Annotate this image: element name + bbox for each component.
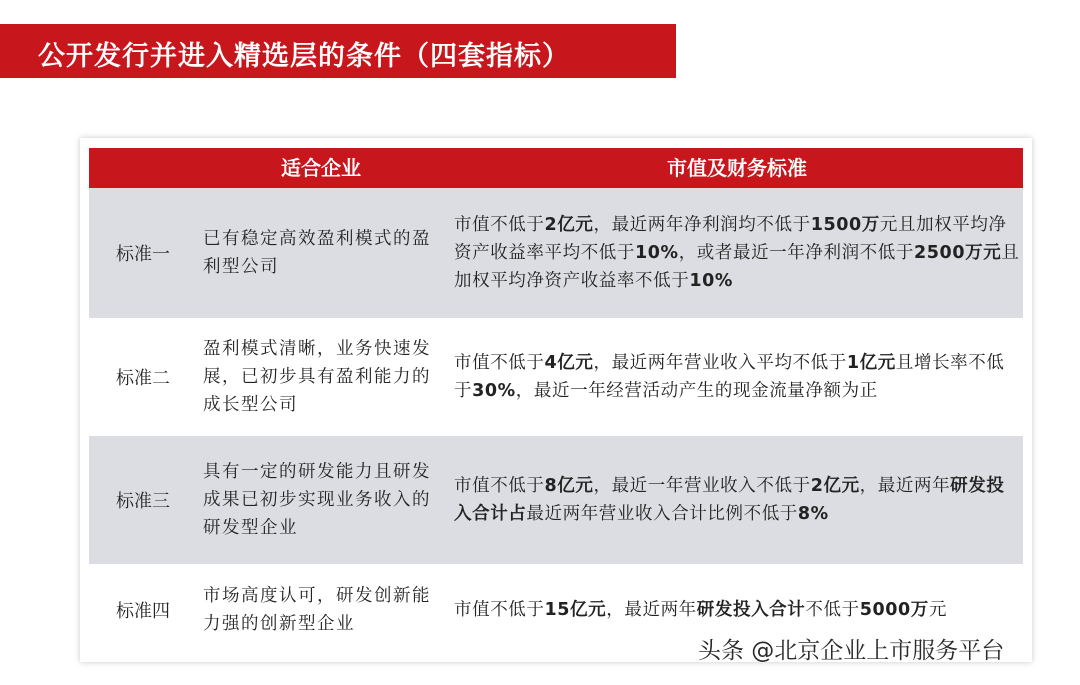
page-title: 公开发行并进入精选层的条件（四套指标） — [38, 41, 570, 72]
body-text: 市值不低于 — [454, 476, 545, 496]
row-suitable-company: 市场高度认可，研发创新能力强的创新型企业 — [203, 586, 431, 634]
standard-text — [454, 472, 1020, 528]
row-suitable-company: 已有稳定高效盈利模式的盈利型公司 — [203, 229, 431, 277]
emphasis-text: 研发投入合计占 — [454, 476, 1005, 524]
emphasis-text: 30% — [472, 381, 516, 401]
emphasis-text: 研发投入合计 — [696, 600, 806, 620]
emphasis-text: 15亿元 — [544, 600, 607, 620]
emphasis-text: 5000万 — [859, 600, 929, 620]
header-market-value-financial-standard: 市值及财务标准 — [667, 156, 807, 180]
row-label: 标准二 — [116, 368, 170, 389]
standard-text — [454, 596, 947, 624]
header-suitable-company: 适合企业 — [281, 156, 361, 180]
body-text: 且加权平均净资产收益率不低于 — [454, 243, 1020, 291]
emphasis-text: 4亿元 — [544, 353, 594, 373]
emphasis-text: 8% — [797, 504, 829, 524]
emphasis-text: 2500万元 — [914, 243, 1002, 263]
table-header — [89, 148, 1023, 188]
standard-text — [454, 211, 1020, 295]
body-text: ，最近两年 — [859, 476, 951, 496]
body-text: 市值不低于 — [454, 600, 545, 620]
emphasis-text: 2亿元 — [544, 215, 594, 235]
body-text: 元 — [928, 600, 948, 620]
body-text: 最近两年营业收入合计比例不低于 — [526, 504, 798, 524]
body-text: ，最近一年营业收入不低于 — [593, 476, 811, 496]
body-text: ，或者最近一年净利润不低于 — [678, 243, 914, 263]
row-standard — [454, 318, 1020, 436]
row-label: 标准一 — [116, 244, 170, 265]
body-text: ，最近一年经营活动产生的现金流量净额为正 — [515, 381, 878, 401]
emphasis-text: 2亿元 — [810, 476, 860, 496]
row-suitable-company: 盈利模式清晰，业务快速发展，已初步具有盈利能力的成长型公司 — [203, 339, 431, 415]
row-label: 标准四 — [116, 601, 170, 622]
emphasis-text: 10% — [635, 243, 679, 263]
body-text: ，最近两年 — [606, 600, 697, 620]
body-text: 且增长率不低于 — [454, 353, 1005, 401]
criteria-table — [80, 138, 1032, 662]
standard-text — [454, 349, 1020, 405]
emphasis-text: 8亿元 — [544, 476, 594, 496]
row-suitable-company: 具有一定的研发能力且研发成果已初步实现业务收入的研发型企业 — [203, 462, 431, 538]
watermark: 头条 @北京企业上市服务平台 — [698, 638, 1005, 664]
row-standard — [454, 188, 1020, 318]
emphasis-text: 10% — [689, 271, 733, 291]
table-row — [89, 318, 1023, 436]
table-row — [89, 436, 1023, 564]
body-text: ，最近两年营业收入平均不低于 — [593, 353, 847, 373]
row-standard — [454, 436, 1020, 564]
body-text: 不低于 — [805, 600, 860, 620]
body-text: 市值不低于 — [454, 215, 545, 235]
body-text: 元且加权平均净资产收益率平均不低于 — [454, 215, 1007, 263]
body-text: 市值不低于 — [454, 353, 545, 373]
emphasis-text: 1500万 — [810, 215, 880, 235]
body-text: ，最近两年净利润均不低于 — [593, 215, 811, 235]
table-row — [89, 188, 1023, 318]
row-label: 标准三 — [116, 491, 170, 512]
emphasis-text: 1亿元 — [846, 353, 896, 373]
